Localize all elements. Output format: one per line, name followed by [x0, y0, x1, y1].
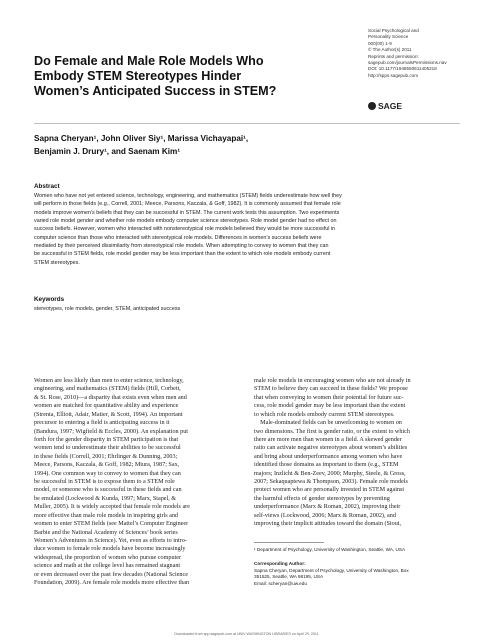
abstract-line: STEM stereotypes. — [34, 259, 80, 266]
body-line: STEM to believe they can succeed in these fields? We propose — [254, 386, 408, 393]
body-line: Barbie and the National Academy of Sciences’ book series — [34, 529, 178, 536]
keywords-text — [34, 305, 180, 313]
body-line: (Strenta, Elliott, Adair, Matier, & Scott, 1994). An important — [34, 411, 183, 418]
body-line: forth for the gender disparity in STEM participation is that — [34, 436, 179, 443]
publisher-logo-text: SAGE — [378, 101, 403, 111]
keywords-line: stereotypes, role models, gender, STEM, anticipated success — [34, 306, 181, 312]
body-line: women tend to underestimate their abilities to be successful — [34, 445, 181, 452]
abstract-line: computer science than those who interacted with stereotypical role models. Differences in women’s success beliefs were — [34, 234, 322, 241]
article-title — [34, 54, 334, 99]
body-line: precursor to entering a field is anticipating success in it — [34, 420, 170, 427]
body-line: Male-dominated fields can be unwelcoming to women on — [254, 420, 402, 427]
body-line: Muller, 2005). It is widely accepted that female role models are — [34, 504, 190, 511]
abstract-line: Women who have not yet entered science, technology, engineering, and mathematics (STEM) fields underestimate how well they — [34, 193, 342, 199]
body-line: that when conveying to women their potential for future suc- — [254, 394, 404, 401]
body-line: science and math at the college level has remained stagnant — [34, 563, 181, 570]
body-line: 1994). One common way to convey to women that they can — [34, 470, 181, 477]
publisher-logo — [368, 101, 402, 111]
body-line: engineering, and mathematics (STEM) fields (Hill, Corbett, — [34, 386, 181, 393]
body-line: improving their implicit attitudes toward the domain (Stout, — [254, 521, 402, 528]
body-line: be emulated (Lockwood & Kunda, 1997; Marx, Stapel, & — [34, 495, 177, 502]
body-line: duce women to female role models have become increasingly — [34, 546, 186, 553]
body-line: widespread, the proportion of women who pursue computer — [34, 554, 181, 561]
journal-line: Personality Science — [368, 34, 409, 40]
corr-line: Sapna Cheryan, Department of Psychology, University of Washington, Box — [254, 567, 409, 573]
author-line: Benjamin J. Drury¹, and Saenam Kim¹ — [34, 146, 181, 156]
title-line: Embody STEM Stereotypes Hinder — [34, 69, 242, 83]
body-line: model, or someone who is successful in these fields and can — [34, 487, 182, 494]
body-line: be successful in STEM is to expose them to a STEM role — [34, 479, 175, 486]
journal-line: DOI: 10.1177/1948550611405218 — [368, 66, 437, 72]
body-line: Women’s Adventures in Science). Yet, even as efforts to intro- — [34, 538, 187, 545]
journal-line: Social Psychological and — [368, 28, 419, 33]
corr-heading: Corresponding Author: — [254, 561, 306, 566]
body-line: underperformance (Marx & Roman, 2002), improving their — [254, 504, 401, 511]
body-line: self-views (Lockwood, 2006; Marx & Roman, 2002), and — [254, 512, 396, 519]
body-line: male role models in encouraging women who are not already in — [254, 378, 411, 384]
abstract-line: will perform in those fields (e.g., Correll, 2001; Meece, Parsons, Kaczala, & Goff, 1982). It is commonly assumed that female role — [34, 201, 341, 208]
abstract-line: models improve women’s beliefs that they can be successful in STEM. The current work tests this assumption. Two experiments — [34, 209, 340, 216]
body-line: more effective than male role models in inspiring girls and — [34, 512, 178, 519]
keywords-heading: Keywords — [34, 296, 65, 303]
abstract-line: varied role model gender and whether role models embody computer science stereotypes. Role model gender had no effect on — [34, 218, 337, 225]
body-line: 2007; Sekaquaptewa & Thompson, 2003). Female role models — [254, 479, 408, 486]
body-line: & St. Rose, 2010)—a disparity that exists even when men and — [34, 394, 187, 401]
journal-line: © The Author(s) 2011 — [368, 47, 412, 53]
body-line: there are more men than women in a field. A skewed gender — [254, 436, 402, 443]
title-line: Do Female and Male Role Models Who — [34, 54, 264, 68]
footnote-divider — [254, 542, 324, 543]
body-line: to which role models embody current STEM stereotypes. — [254, 411, 395, 418]
body-line: protect women who are personally invested in STEM against — [254, 487, 405, 494]
journal-line: http://spps.sagepub.com — [368, 72, 419, 78]
abstract-line: be successful in STEM fields, role model gender may be less important than the extent to which role models embody current — [34, 251, 331, 258]
body-line: women are matched for quantitative ability and experience — [34, 403, 179, 410]
abstract-text — [34, 192, 460, 267]
body-column-left — [34, 377, 244, 588]
body-line: (Bandura, 1997; Wigfield & Eccles, 2000). An explanation put — [34, 428, 188, 435]
corr-line: Email: scheryan@uw.edu — [254, 580, 307, 586]
body-line: Foundation, 2009). Are female role models more effective than — [34, 580, 190, 587]
body-line: or even decreased over the past few decades (National Science — [34, 571, 188, 578]
affiliation-footnote — [254, 547, 464, 554]
body-line: majors; Inzlicht & Ben-Zeev, 2000; Murphy, Steele, & Gross, — [254, 470, 406, 477]
body-line: Women are less likely than men to enter science, technology, — [34, 378, 184, 384]
body-line: identified those domains as important to them (e.g., STEM — [254, 462, 399, 469]
journal-info — [368, 28, 490, 79]
header-divider — [34, 123, 460, 124]
author-list — [34, 133, 454, 158]
body-line: cess, role model gender may be less important than the extent — [254, 403, 406, 410]
title-line: Women’s Anticipated Success in STEM? — [34, 84, 277, 98]
abstract-line: mediated by their perceived dissimilarity from stereotypical role models. When attempting to convey to women that they can — [34, 243, 329, 250]
body-line: and bring about underperformance among women who have — [254, 453, 403, 460]
body-line: in these fields (Correll, 2001; Ehrlinger & Dunning, 2003; — [34, 453, 178, 460]
sage-logo-icon — [368, 102, 376, 110]
abstract-line: success beliefs. However, women who interacted with nonstereotypical role models believed they would be more successful in — [34, 226, 336, 233]
abstract-heading: Abstract — [34, 183, 60, 190]
body-line: Meece, Parsons, Kaczala, & Goff, 1982; Miura, 1987; Sax, — [34, 462, 180, 469]
corresponding-author — [254, 561, 464, 587]
body-column-right — [254, 377, 464, 529]
body-line: ratio can activate negative stereotypes about women’s abilities — [254, 445, 408, 452]
journal-line: 000(00) 1-9 — [368, 40, 392, 46]
body-line: women to enter STEM fields (see Mattel’s Computer Engineer — [34, 521, 189, 528]
body-line: the harmful effects of gender stereotypes by preventing — [254, 495, 390, 502]
body-line: two dimensions. The first is gender ratio, or the extent to which — [254, 428, 410, 435]
journal-line: Reprints and permission: — [368, 53, 419, 59]
affiliation-line: ¹ Department of Psychology, University of Washington, Seattle, WA, USA — [254, 547, 406, 552]
download-note: Downloaded from spp.sagepub.com at UNIV WASHINGTON LIBRARIES on April 29, 2011 — [174, 632, 319, 636]
corr-line: 351525, Seattle, WA 98195, USA — [254, 574, 324, 580]
author-line: Sapna Cheryan¹, John Oliver Siy¹, Marissa Vichayapai¹, — [34, 134, 249, 143]
journal-line: sagepub.com/journalsPermissions.nav — [368, 60, 447, 66]
